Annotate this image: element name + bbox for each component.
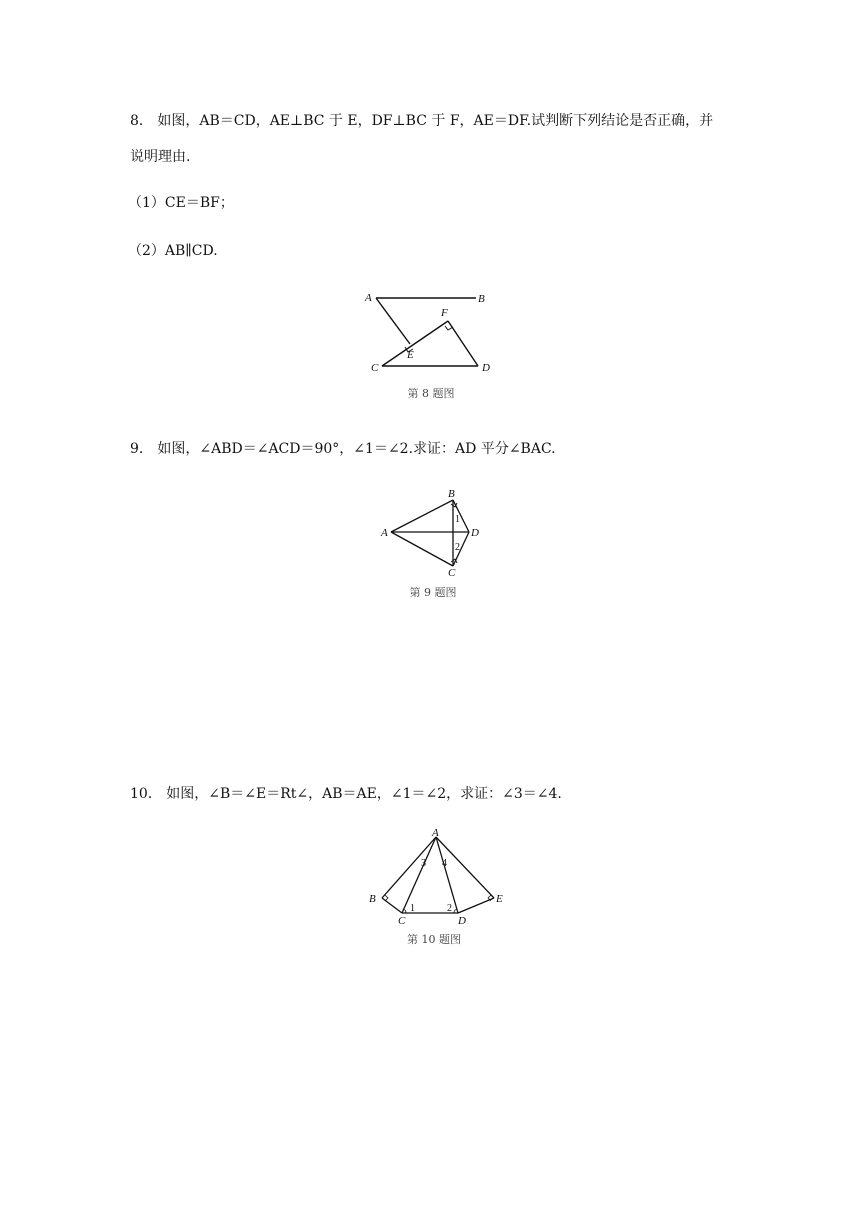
q10-text-line1: 10． 如图，∠B＝∠E＝Rt∠，AB＝AE，∠1＝∠2，求证：∠3＝∠4.	[130, 786, 562, 802]
q8-label-e: E	[407, 349, 414, 361]
q10-angle-2: 2	[447, 903, 452, 914]
q9-label-c: C	[448, 567, 456, 578]
q10-label-e: E	[496, 893, 503, 905]
q8-figure	[360, 288, 500, 382]
q8-label-c: C	[371, 362, 379, 374]
q10-label-a: A	[432, 827, 439, 839]
q9-caption: 第 9 题图	[409, 586, 457, 599]
q8-text-line2: 说明理由.	[130, 149, 191, 165]
q8-part1: （1）CE＝BF；	[128, 195, 234, 211]
q9-label-a: A	[381, 527, 388, 539]
q10-label-b: B	[369, 893, 376, 905]
q8-label-a: A	[365, 292, 372, 304]
q10-angle-3: 3	[421, 858, 426, 869]
q8-label-b: B	[478, 293, 485, 305]
q10-label-c: C	[398, 915, 406, 925]
q9-label-d: D	[471, 527, 479, 539]
q9-label-b: B	[448, 488, 455, 500]
q8-part2: （2）AB∥CD.	[128, 243, 218, 259]
q10-figure	[362, 823, 512, 929]
q9-angle-1: 1	[455, 514, 460, 525]
q8-text-line1: 8． 如图，AB＝CD，AE⊥BC 于 E，DF⊥BC 于 F，AE＝DF.试判断下列结论是否正确，并	[130, 113, 714, 129]
q8-caption: 第 8 题图	[407, 387, 455, 400]
q10-label-d: D	[458, 915, 466, 925]
q9-figure	[375, 486, 485, 582]
q10-angle-4: 4	[442, 858, 447, 869]
q8-label-d: D	[482, 362, 490, 374]
q9-text-line1: 9． 如图，∠ABD＝∠ACD＝90°，∠1＝∠2.求证：AD 平分∠BAC.	[130, 441, 556, 457]
q8-label-f: F	[441, 307, 448, 319]
q9-angle-2: 2	[455, 542, 460, 553]
q10-caption: 第 10 题图	[407, 933, 461, 946]
q10-angle-1: 1	[410, 903, 415, 914]
